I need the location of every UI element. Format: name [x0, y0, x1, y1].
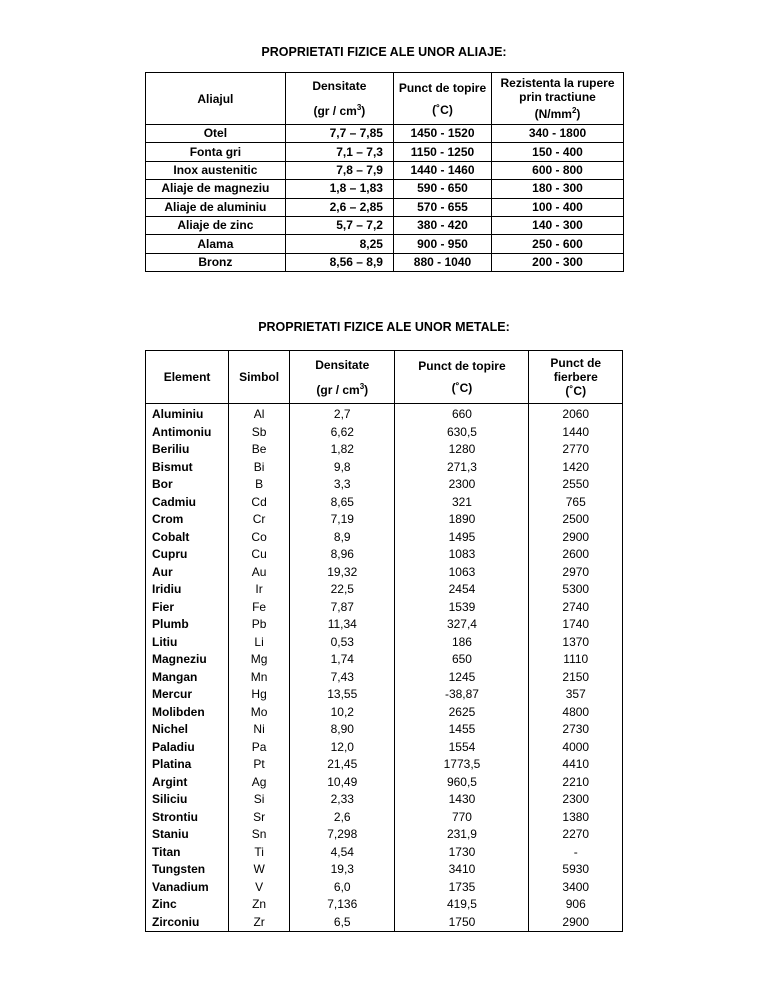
- alloy-melting: 570 - 655: [393, 198, 491, 216]
- metal-element: Bismut: [152, 459, 193, 474]
- header-melting-label: Punct de topire: [398, 80, 487, 95]
- metal-symbol: Zr: [229, 914, 290, 932]
- metal-symbol: Ag: [229, 774, 290, 792]
- header-element: Element: [163, 370, 211, 384]
- header-boiling-unit: (˚C): [565, 384, 587, 398]
- metal-melting: 1539: [395, 599, 529, 617]
- metal-symbol: Al: [229, 404, 290, 424]
- alloys-header-row: [146, 73, 624, 125]
- metal-symbol: Ni: [229, 721, 290, 739]
- metal-boiling: 5930: [529, 861, 623, 879]
- alloy-row: [146, 180, 624, 198]
- metal-row: [146, 774, 623, 792]
- metal-melting: 2625: [395, 704, 529, 722]
- metal-melting: 327,4: [395, 616, 529, 634]
- metal-row: [146, 581, 623, 599]
- alloy-row: [146, 125, 624, 143]
- metal-symbol: Li: [229, 634, 290, 652]
- metal-symbol: B: [229, 476, 290, 494]
- metal-boiling: 4000: [529, 739, 623, 757]
- metal-boiling: 1110: [529, 651, 623, 669]
- metal-element: Staniu: [152, 827, 189, 842]
- alloy-melting: 900 - 950: [393, 235, 491, 253]
- metal-melting: 3410: [395, 861, 529, 879]
- metal-element: Cadmiu: [152, 494, 197, 509]
- metal-symbol: Sr: [229, 809, 290, 827]
- alloy-name: Otel: [146, 125, 286, 143]
- metal-element: Crom: [152, 512, 184, 527]
- metal-melting: 2300: [395, 476, 529, 494]
- alloy-resistance: 150 - 400: [492, 143, 624, 161]
- header-resistance-unit: $(N/mm^2)$: [534, 106, 581, 121]
- metal-symbol: Co: [229, 529, 290, 547]
- metal-row: [146, 494, 623, 512]
- metal-boiling: 2600: [529, 546, 623, 564]
- alloy-melting: 1450 - 1520: [393, 125, 491, 143]
- alloy-density: 8,25: [285, 235, 393, 253]
- alloy-density: 5,7 – 7,2: [285, 216, 393, 234]
- metal-symbol: Hg: [229, 686, 290, 704]
- alloy-resistance: 250 - 600: [492, 235, 624, 253]
- metal-boiling: 1740: [529, 616, 623, 634]
- metal-melting: 1063: [395, 564, 529, 582]
- metal-melting: 1495: [395, 529, 529, 547]
- metal-element: Cupru: [152, 547, 188, 562]
- metal-element: Argint: [152, 774, 188, 789]
- metal-boiling: 2150: [529, 669, 623, 687]
- alloy-row: [146, 235, 624, 253]
- metal-element: Bor: [152, 477, 173, 492]
- alloy-resistance: 180 - 300: [492, 180, 624, 198]
- alloy-resistance: 600 - 800: [492, 161, 624, 179]
- metal-density: 2,33: [290, 791, 395, 809]
- metal-element: Aur: [152, 564, 173, 579]
- header-symbol: Simbol: [229, 351, 290, 404]
- alloy-resistance: 100 - 400: [492, 198, 624, 216]
- metal-symbol: Mn: [229, 669, 290, 687]
- metal-density: 7,43: [290, 669, 395, 687]
- metal-boiling: 2210: [529, 774, 623, 792]
- metal-melting: 770: [395, 809, 529, 827]
- metal-melting: 1773,5: [395, 756, 529, 774]
- metal-row: [146, 529, 623, 547]
- metal-symbol: Be: [229, 441, 290, 459]
- metal-boiling: 906: [529, 896, 623, 914]
- metal-element: Zirconiu: [152, 914, 200, 929]
- metal-row: [146, 459, 623, 477]
- metal-symbol: Zn: [229, 896, 290, 914]
- metal-row: [146, 704, 623, 722]
- alloy-row: [146, 253, 624, 271]
- metal-symbol: Sb: [229, 424, 290, 442]
- alloy-name: Alama: [146, 235, 286, 253]
- metal-element: Plumb: [152, 617, 189, 632]
- metal-element: Magneziu: [152, 652, 207, 667]
- metal-symbol: Mo: [229, 704, 290, 722]
- metal-symbol: Bi: [229, 459, 290, 477]
- metal-boiling: 4800: [529, 704, 623, 722]
- header-boiling-line2: fierbere: [553, 370, 598, 384]
- metal-row: [146, 616, 623, 634]
- metal-boiling: 2770: [529, 441, 623, 459]
- header-metal-melting-unit: (˚C): [451, 381, 473, 395]
- metal-row: [146, 669, 623, 687]
- metal-element: Siliciu: [152, 792, 188, 807]
- header-boiling: [529, 351, 623, 404]
- metal-density: 19,32: [290, 564, 395, 582]
- alloy-name: Inox austenitic: [146, 161, 286, 179]
- metal-melting: 1430: [395, 791, 529, 809]
- alloy-melting: 880 - 1040: [393, 253, 491, 271]
- metal-symbol: Au: [229, 564, 290, 582]
- metal-row: [146, 546, 623, 564]
- alloy-name: Aliaje de aluminiu: [146, 198, 286, 216]
- alloy-name: Bronz: [146, 253, 286, 271]
- metal-boiling: 2060: [529, 404, 623, 424]
- metal-row: [146, 844, 623, 862]
- alloy-density: 7,8 – 7,9: [285, 161, 393, 179]
- metal-boiling: 2900: [529, 914, 623, 932]
- metal-boiling: 2740: [529, 599, 623, 617]
- metal-element: Cobalt: [152, 529, 190, 544]
- alloy-melting: 1440 - 1460: [393, 161, 491, 179]
- metal-row: [146, 896, 623, 914]
- metal-row: [146, 826, 623, 844]
- metal-boiling: 2550: [529, 476, 623, 494]
- metal-melting: 1554: [395, 739, 529, 757]
- header-resistance-line2: prin tractiune: [519, 90, 596, 104]
- metal-melting: 660: [395, 404, 529, 424]
- metal-density: 8,90: [290, 721, 395, 739]
- metal-row: [146, 651, 623, 669]
- metal-row: [146, 861, 623, 879]
- metal-element: Beriliu: [152, 442, 190, 457]
- metal-symbol: Mg: [229, 651, 290, 669]
- metal-melting: 630,5: [395, 424, 529, 442]
- metal-boiling: 1440: [529, 424, 623, 442]
- metal-boiling: 357: [529, 686, 623, 704]
- header-metal-density-unit: $(gr / cm^3)$: [316, 381, 369, 397]
- metal-element: Tungsten: [152, 862, 206, 877]
- metal-row: [146, 424, 623, 442]
- metal-density: 2,6: [290, 809, 395, 827]
- metal-boiling: 1370: [529, 634, 623, 652]
- metal-melting: 231,9: [395, 826, 529, 844]
- metal-density: 2,7: [290, 404, 395, 424]
- metal-element: Vanadium: [152, 879, 209, 894]
- metal-element: Paladiu: [152, 739, 195, 754]
- metals-title: PROPRIETATI FIZICE ALE UNOR METALE:: [258, 320, 510, 334]
- metal-density: 8,9: [290, 529, 395, 547]
- alloy-row: [146, 198, 624, 216]
- metal-symbol: Pb: [229, 616, 290, 634]
- alloy-resistance: 200 - 300: [492, 253, 624, 271]
- metal-melting: 1245: [395, 669, 529, 687]
- metal-row: [146, 914, 623, 932]
- metal-boiling: 5300: [529, 581, 623, 599]
- header-density-label: Densitate: [312, 79, 367, 93]
- metal-row: [146, 476, 623, 494]
- metal-melting: 1083: [395, 546, 529, 564]
- header-resistance-line1: Rezistenta la rupere: [500, 76, 615, 90]
- alloys-title: PROPRIETATI FIZICE ALE UNOR ALIAJE:: [261, 45, 507, 59]
- metal-density: 10,2: [290, 704, 395, 722]
- metal-boiling: 1380: [529, 809, 623, 827]
- metal-boiling: 2300: [529, 791, 623, 809]
- metal-density: 7,87: [290, 599, 395, 617]
- metal-melting: 960,5: [395, 774, 529, 792]
- header-metal-melting: [395, 351, 529, 404]
- metal-melting: 419,5: [395, 896, 529, 914]
- metal-symbol: Cu: [229, 546, 290, 564]
- metal-density: 1,82: [290, 441, 395, 459]
- metal-row: [146, 721, 623, 739]
- metal-element: Platina: [152, 757, 192, 772]
- metal-element: Zinc: [152, 897, 177, 912]
- alloy-row: [146, 161, 624, 179]
- metal-melting: 1735: [395, 879, 529, 897]
- metal-symbol: Si: [229, 791, 290, 809]
- metal-symbol: V: [229, 879, 290, 897]
- metal-symbol: Ir: [229, 581, 290, 599]
- alloy-resistance: 340 - 1800: [492, 125, 624, 143]
- alloy-melting: 380 - 420: [393, 216, 491, 234]
- metal-element: Molibden: [152, 704, 205, 719]
- header-melting: [393, 73, 491, 125]
- metal-melting: 1750: [395, 914, 529, 932]
- metal-symbol: Fe: [229, 599, 290, 617]
- alloy-density: 1,8 – 1,83: [285, 180, 393, 198]
- metal-element: Antimoniu: [152, 424, 212, 439]
- metal-density: 7,19: [290, 511, 395, 529]
- alloy-resistance: 140 - 300: [492, 216, 624, 234]
- metal-density: 21,45: [290, 756, 395, 774]
- metal-row: [146, 809, 623, 827]
- metal-row: [146, 756, 623, 774]
- metal-density: 7,136: [290, 896, 395, 914]
- header-metal-density-label: Densitate: [315, 357, 370, 372]
- metal-element: Fier: [152, 599, 175, 614]
- metal-boiling: 765: [529, 494, 623, 512]
- metal-density: 8,65: [290, 494, 395, 512]
- metal-density: 11,34: [290, 616, 395, 634]
- alloy-name: Aliaje de magneziu: [146, 180, 286, 198]
- metal-melting: 1730: [395, 844, 529, 862]
- metal-density: 8,96: [290, 546, 395, 564]
- metal-density: 6,62: [290, 424, 395, 442]
- metal-boiling: 2970: [529, 564, 623, 582]
- metal-row: [146, 686, 623, 704]
- metal-melting: 271,3: [395, 459, 529, 477]
- metal-density: 9,8: [290, 459, 395, 477]
- metal-melting: 1890: [395, 511, 529, 529]
- metal-boiling: 2500: [529, 511, 623, 529]
- metal-density: 7,298: [290, 826, 395, 844]
- metal-element: Litiu: [152, 634, 178, 649]
- metal-melting: 1455: [395, 721, 529, 739]
- metal-boiling: 2900: [529, 529, 623, 547]
- metal-row: [146, 511, 623, 529]
- metal-density: 22,5: [290, 581, 395, 599]
- metal-boiling: 1420: [529, 459, 623, 477]
- metal-element: Nichel: [152, 722, 189, 737]
- metal-density: 1,74: [290, 651, 395, 669]
- metal-melting: -38,87: [395, 686, 529, 704]
- metal-melting: 2454: [395, 581, 529, 599]
- alloy-name: Aliaje de zinc: [146, 216, 286, 234]
- header-density: [285, 73, 393, 125]
- metal-melting: 321: [395, 494, 529, 512]
- metal-symbol: Ti: [229, 844, 290, 862]
- header-resistance: [492, 73, 624, 125]
- metal-density: 4,54: [290, 844, 395, 862]
- header-metal-density: [290, 351, 395, 404]
- metal-symbol: Sn: [229, 826, 290, 844]
- metal-element: Iridiu: [152, 582, 182, 597]
- alloy-density: 7,7 – 7,85: [285, 125, 393, 143]
- metal-density: 6,0: [290, 879, 395, 897]
- metal-row: [146, 739, 623, 757]
- header-boiling-line1: Punct de: [550, 356, 602, 370]
- metal-boiling: 2730: [529, 721, 623, 739]
- alloy-density: 7,1 – 7,3: [285, 143, 393, 161]
- metal-melting: 186: [395, 634, 529, 652]
- metal-symbol: Cr: [229, 511, 290, 529]
- metal-density: 12,0: [290, 739, 395, 757]
- header-metal-melting-label: Punct de topire: [418, 359, 506, 373]
- metal-symbol: Cd: [229, 494, 290, 512]
- metal-boiling: 2270: [529, 826, 623, 844]
- metal-melting: 650: [395, 651, 529, 669]
- alloys-table: [145, 72, 624, 272]
- metal-row: [146, 404, 623, 424]
- metal-density: 6,5: [290, 914, 395, 932]
- alloy-row: [146, 216, 624, 234]
- header-melting-unit: (˚C): [432, 102, 453, 117]
- metal-boiling: -: [529, 844, 623, 862]
- metal-density: 10,49: [290, 774, 395, 792]
- metal-row: [146, 634, 623, 652]
- alloy-name: Fonta gri: [146, 143, 286, 161]
- metal-density: 19,3: [290, 861, 395, 879]
- metal-row: [146, 879, 623, 897]
- metal-symbol: Pt: [229, 756, 290, 774]
- alloy-melting: 590 - 650: [393, 180, 491, 198]
- metals-table: [145, 350, 623, 932]
- metal-row: [146, 599, 623, 617]
- alloy-melting: 1150 - 1250: [393, 143, 491, 161]
- metal-density: 3,3: [290, 476, 395, 494]
- metal-boiling: 4410: [529, 756, 623, 774]
- metal-symbol: W: [229, 861, 290, 879]
- metal-element: Mercur: [152, 687, 193, 702]
- metal-element: Strontiu: [152, 809, 198, 824]
- alloy-density: 2,6 – 2,85: [285, 198, 393, 216]
- metal-melting: 1280: [395, 441, 529, 459]
- alloy-row: [146, 143, 624, 161]
- header-density-unit: $(gr / cm^3)$: [313, 103, 366, 118]
- metal-row: [146, 791, 623, 809]
- metal-symbol: Pa: [229, 739, 290, 757]
- metals-header-row: [146, 351, 623, 404]
- metal-boiling: 3400: [529, 879, 623, 897]
- metal-row: [146, 441, 623, 459]
- metal-density: 13,55: [290, 686, 395, 704]
- metal-element: Mangan: [152, 669, 198, 684]
- metal-density: 0,53: [290, 634, 395, 652]
- metal-row: [146, 564, 623, 582]
- metal-element: Titan: [152, 844, 181, 859]
- alloy-density: 8,56 – 8,9: [285, 253, 393, 271]
- header-alloy: Aliajul: [197, 91, 234, 106]
- metal-element: Aluminiu: [152, 407, 204, 422]
